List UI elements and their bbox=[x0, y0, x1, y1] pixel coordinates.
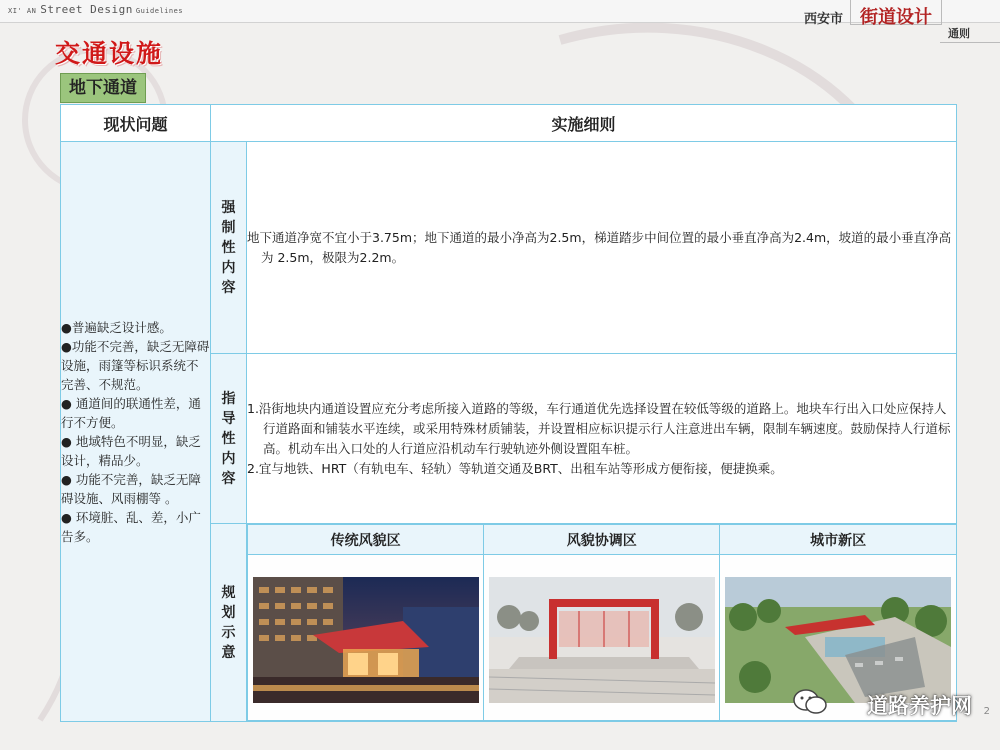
traditional-zone-image bbox=[253, 577, 479, 703]
issue-item: ● 功能不完善，缺乏无障碍设施、风雨棚等 。 bbox=[61, 471, 201, 506]
zone-table bbox=[247, 524, 956, 721]
zone-coordination-header: 风貌协调区 bbox=[484, 525, 720, 555]
mandatory-content bbox=[247, 142, 957, 354]
illustration-label: 规划示意 bbox=[221, 584, 236, 661]
mandatory-label-cell bbox=[211, 142, 247, 354]
brand-tag: 通则 bbox=[948, 27, 970, 40]
issue-item: ●功能不完善，缺乏无障碍设施，雨篷等标识系统不完善、不规范。 bbox=[61, 338, 210, 392]
newtown-zone-image bbox=[725, 577, 951, 703]
guideline-table bbox=[60, 104, 957, 722]
issue-item: ●普遍缺乏设计感。 bbox=[61, 319, 172, 335]
guidance-item-1: 1.沿街地块内通道设置应充分考虑所接入道路的等级，车行通道优先选择设置在较低等级的道路上。地块车行出入口处应保持人行道路面和铺装水平连续，或采用特殊材质铺装，并设置相应标识提示行人注意进出车辆，限制车辆速度。鼓励保持人行道标高。机动车出入口处的人行道应沿机动车行驶轨迹外侧设置阻车桩。 bbox=[247, 400, 951, 456]
mandatory-text: 地下通道净宽不宜小于3.75m；地下通道的最小净高为2.5m，梯道踏步中间位置的最小垂直净高为2.4m，坡道的最小垂直净高为 2.5m，极限为2.2m。 bbox=[247, 229, 952, 265]
illustration-panel bbox=[247, 524, 957, 722]
guideline-header bbox=[8, 3, 183, 16]
coordination-zone-image bbox=[489, 577, 715, 703]
zone-traditional-header: 传统风貌区 bbox=[248, 525, 484, 555]
page-number: 2 bbox=[983, 706, 990, 717]
guidance-label-cell bbox=[211, 354, 247, 524]
brand-city: 西安市 bbox=[804, 12, 844, 27]
header-subtitle: Guidelines bbox=[135, 7, 184, 15]
rule-column-header: 实施细则 bbox=[211, 105, 957, 142]
sub-title: 地下通道 bbox=[60, 73, 146, 103]
issue-item: ● 环境脏、乱、差，小广告多。 bbox=[61, 509, 201, 544]
brand-block bbox=[790, 0, 1000, 44]
wechat-icon bbox=[792, 688, 828, 716]
illustration-label-cell bbox=[211, 524, 247, 722]
brand-name: 街道设计 bbox=[860, 7, 932, 28]
issue-list bbox=[61, 142, 211, 722]
zone-traditional-cell bbox=[248, 555, 484, 721]
guidance-content bbox=[247, 354, 957, 524]
guidance-item-2: 2.宜与地铁、HRT（有轨电车、轻轨）等轨道交通及BRT、出租车站等形成方便衔接，便捷换乘。 bbox=[247, 460, 783, 476]
header-title: Street Design bbox=[40, 3, 133, 16]
issue-item: ● 地域特色不明显，缺乏设计，精品少。 bbox=[61, 433, 201, 468]
section-title: 交通设施 bbox=[55, 39, 164, 68]
mandatory-label: 强制性内容 bbox=[221, 199, 236, 296]
issue-column-header: 现状问题 bbox=[61, 105, 211, 142]
issue-item: ● 通道间的联通性差，通行不方便。 bbox=[61, 395, 201, 430]
header-prefix: XI' AN bbox=[8, 7, 37, 15]
zone-newtown-header: 城市新区 bbox=[720, 525, 956, 555]
zone-coordination-cell bbox=[484, 555, 720, 721]
watermark-text: 道路养护网 bbox=[867, 694, 972, 718]
guidance-label: 指导性内容 bbox=[221, 390, 236, 487]
